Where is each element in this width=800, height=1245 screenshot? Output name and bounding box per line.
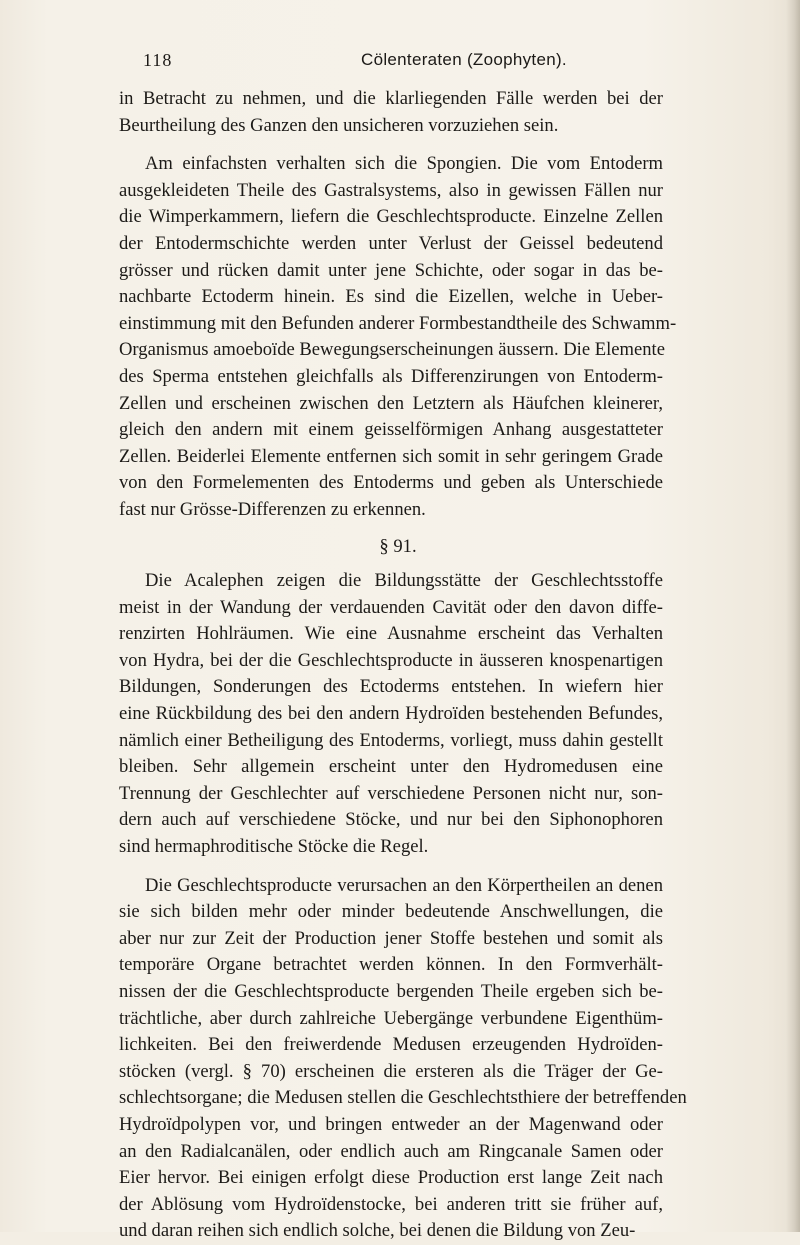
text-line: des Sperma entstehen gleichfalls als Differenzirungen von Entoderm- bbox=[119, 365, 663, 387]
text-line: nämlich einer Betheiligung des Entoderms, vorliegt, muss dahin gestellt bbox=[119, 729, 663, 751]
text-line: Trennung der Geschlechter auf verschiedene Personen nicht nur, son- bbox=[119, 782, 663, 804]
text-line: Zellen. Beiderlei Elemente entfernen sich somit in sehr geringem Grade bbox=[119, 445, 663, 467]
text-line: Bildungen, Sonderungen des Ectoderms entstehen. In wiefern hier bbox=[119, 676, 663, 698]
text-line: bleiben. Sehr allgemein erscheint unter den Hydromedusen eine bbox=[119, 756, 663, 778]
text-line: nachbarte Ectoderm hinein. Es sind die Eizellen, welche in Ueber- bbox=[119, 286, 663, 308]
text-line: von Hydra, bei der die Geschlechtsproducte in äusseren knospenartigen bbox=[119, 649, 663, 671]
text-line: renzirten Hohlräumen. Wie eine Ausnahme erscheint das Verhalten bbox=[119, 623, 663, 645]
text-line: Eier hervor. Bei einigen erfolgt diese Production erst lange Zeit nach bbox=[119, 1167, 663, 1189]
text-line: Organismus amoeboïde Bewegungserscheinungen äussern. Die Elemente bbox=[119, 339, 665, 361]
body-text bbox=[119, 86, 687, 1245]
text-line: nissen der die Geschlechtsproducte bergenden Theile ergeben sich be- bbox=[119, 981, 663, 1002]
text-line: Zellen und erscheinen zwischen den Letztern als Häufchen kleinerer, bbox=[119, 392, 663, 414]
paragraphs-before-section bbox=[119, 86, 677, 524]
running-title: Cölenteraten (Zoophyten). bbox=[361, 50, 567, 69]
paragraph bbox=[119, 86, 663, 139]
text-line: grösser und rücken damit unter jene Schichte, oder sogar in das be- bbox=[119, 259, 663, 281]
text-line: von den Formelementen des Entoderms und geben als Unterschiede bbox=[119, 472, 663, 494]
text-line: lichkeiten. Bei den freiwerdende Medusen erzeugenden Hydroïden- bbox=[119, 1034, 663, 1056]
text-line: gleich den andern mit einem geisselförmigen Anhang ausgestatteter bbox=[119, 419, 663, 441]
paragraph-spacing bbox=[119, 139, 663, 151]
text-line: die Wimperkammern, liefern die Geschlechtsproducte. Einzelne Zellen bbox=[119, 206, 663, 228]
text-line: fast nur Grösse-Differenzen zu erkennen. bbox=[119, 498, 426, 520]
text-line: Die Acalephen zeigen die Bildungsstätte der Geschlechtsstoffe bbox=[145, 570, 663, 592]
text-line: Am einfachsten verhalten sich die Spongien. Die vom Entoderm bbox=[145, 153, 663, 175]
text-line: der Entodermschichte werden unter Verlust der Geissel bedeutend bbox=[119, 232, 663, 254]
text-line: Beurtheilung des Ganzen den unsicheren vorzuziehen sein. bbox=[119, 114, 559, 136]
running-header bbox=[143, 50, 673, 76]
text-line: einstimmung mit den Befunden anderer Formbestandtheile des Schwamm- bbox=[119, 312, 677, 334]
text-line: in Betracht zu nehmen, und die klarliegenden Fälle werden bei der bbox=[119, 88, 663, 109]
paragraphs-after-section bbox=[119, 568, 687, 1245]
page-edge-shadow bbox=[786, 0, 800, 1232]
text-line: sie sich bilden mehr oder minder bedeutende Anschwellungen, die bbox=[119, 901, 663, 923]
paragraph-spacing bbox=[119, 861, 663, 873]
text-line: und daran reihen sich endlich solche, bei denen die Bildung von Zeu- bbox=[119, 1220, 636, 1242]
paragraph bbox=[119, 151, 677, 523]
text-line: eine Rückbildung des bei den andern Hydroïden bestehenden Befundes, bbox=[119, 703, 663, 725]
text-line: Hydroïdpolypen vor, und bringen entweder an der Magenwand oder bbox=[119, 1113, 663, 1135]
text-line: schlechtsorgane; die Medusen stellen die Geschlechtsthiere der betreffenden bbox=[119, 1087, 687, 1109]
text-line: aber nur zur Zeit der Production jener Stoffe bestehen und somit als bbox=[119, 927, 663, 949]
paragraph bbox=[119, 873, 687, 1245]
page-number: 118 bbox=[143, 50, 173, 70]
text-line: ausgekleideten Theile des Gastralsystems, also in gewissen Fällen nur bbox=[119, 179, 663, 201]
text-line: an den Radialcanälen, oder endlich auch am Ringcanale Samen oder bbox=[119, 1140, 663, 1162]
text-line: meist in der Wandung der verdauenden Cavität oder den davon diffe- bbox=[119, 596, 663, 618]
text-line: der Ablösung vom Hydroïdenstocke, bei anderen tritt sie früher auf, bbox=[119, 1193, 663, 1215]
text-line: stöcken (vergl. § 70) erscheinen die ersteren als die Träger der Ge- bbox=[119, 1060, 663, 1082]
section-heading: § 91. bbox=[379, 535, 417, 557]
paragraph bbox=[119, 568, 663, 861]
text-line: Die Geschlechtsproducte verursachen an den Körpertheilen an denen bbox=[145, 874, 663, 896]
text-line: temporäre Organe betrachtet werden können. In den Formverhält- bbox=[119, 954, 663, 976]
text-line: trächtliche, aber durch zahlreiche Uebergänge verbundene Eigenthüm- bbox=[119, 1007, 663, 1029]
text-line: dern auch auf verschiedene Stöcke, und nur bei den Siphonophoren bbox=[119, 809, 663, 831]
text-line: sind hermaphroditische Stöcke die Regel. bbox=[119, 836, 429, 858]
